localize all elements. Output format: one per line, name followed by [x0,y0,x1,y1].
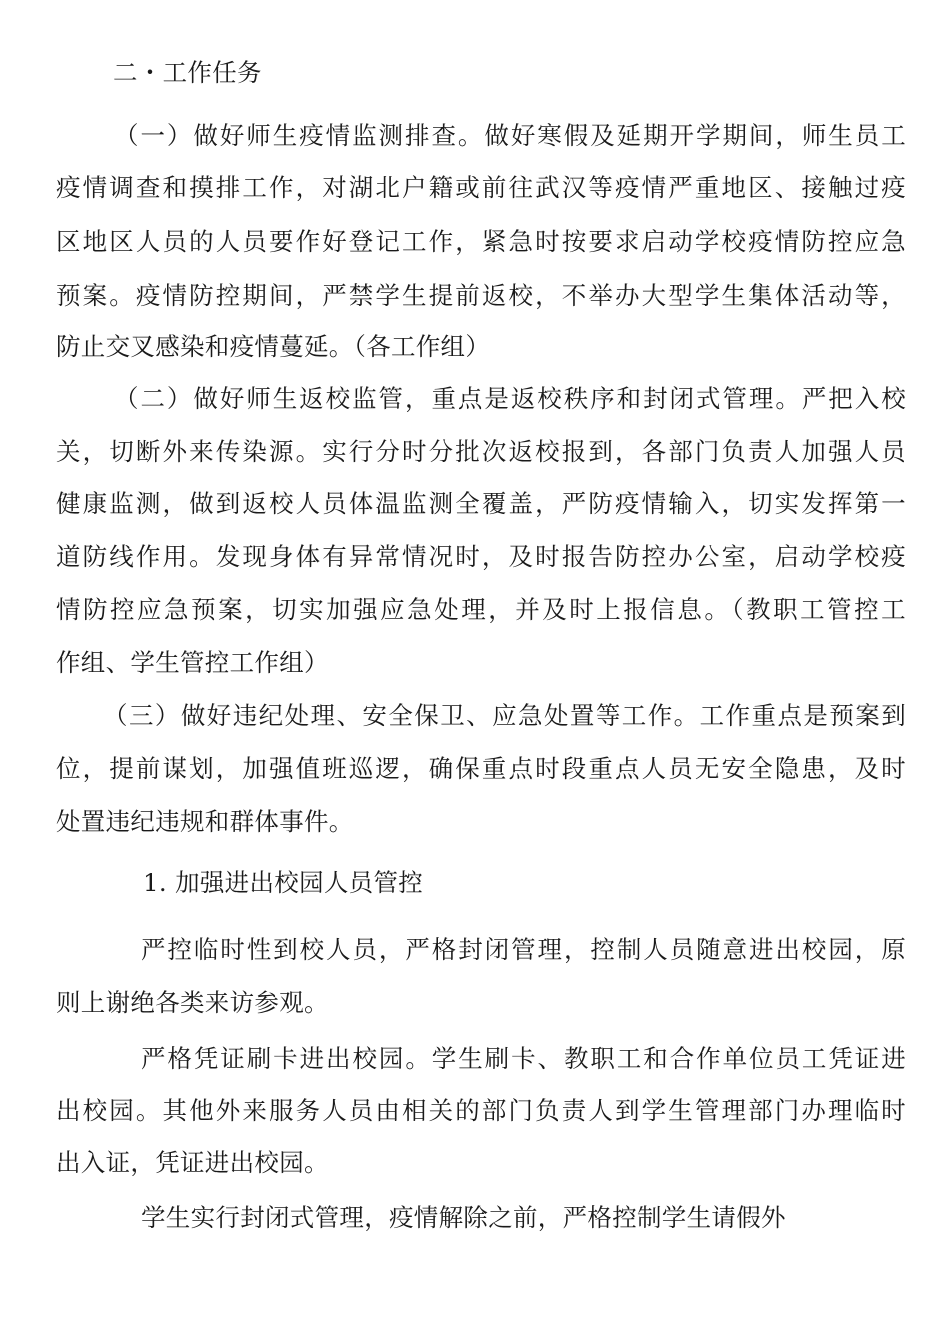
para2-line-3: 出入证，凭证进出校园。 [56,1148,329,1177]
item2-line-1: （二）做好师生返校监管，重点是返校秩序和封闭式管理。严把入校 [114,384,906,413]
item2-line-2: 关，切断外来传染源。实行分时分批次返校报到，各部门负责人加强人员 [56,437,906,466]
item2-line-3: 健康监测，做到返校人员体温监测全覆盖，严防疫情输入，切实发挥第一 [56,489,906,518]
para1-line-1: 严控临时性到校人员，严格封闭管理，控制人员随意进出校园，原 [141,935,906,964]
item1-line-4: 预案。疫情防控期间，严禁学生提前返校，不举办大型学生集体活动等， [56,281,906,310]
para2-line-1: 严格凭证刷卡进出校园。学生刷卡、教职工和合作单位员工凭证进 [141,1044,906,1073]
item3-line-3: 处置违纪违规和群体事件。 [56,807,354,836]
item1-line-5: 防止交叉感染和疫情蔓延。（各工作组） [56,332,491,361]
item2-line-6: 作组、学生管控工作组） [56,648,329,677]
para3-line-1: 学生实行封闭式管理，疫情解除之前，严格控制学生请假外 [141,1203,786,1232]
item2-line-4: 道防线作用。发现身体有异常情况时，及时报告防控办公室，启动学校疫 [56,542,906,571]
item2-line-5: 情防控应急预案，切实加强应急处理，并及时上报信息。（教职工管控工 [56,595,906,624]
item1-line-3: 区地区人员的人员要作好登记工作，紧急时按要求启动学校疫情防控应急 [56,227,906,256]
item3-line-2: 位，提前谋划，加强值班巡逻，确保重点时段重点人员无安全隐患，及时 [56,754,906,783]
para2-line-2: 出校园。其他外来服务人员由相关的部门负责人到学生管理部门办理临时 [56,1096,906,1125]
item3-line-1: （三）做好违纪处理、安全保卫、应急处置等工作。工作重点是预案到 [103,701,906,730]
item1-line-2: 疫情调查和摸排工作，对湖北户籍或前往武汉等疫情严重地区、接触过疫 [56,173,906,202]
section-heading: 二・工作任务 [113,58,262,87]
item1-line-1: （一）做好师生疫情监测排查。做好寒假及延期开学期间，师生员工 [114,121,906,150]
subheading-1: 1. 加强进出校园人员管控 [143,868,424,897]
para1-line-2: 则上谢绝各类来访参观。 [56,988,329,1017]
